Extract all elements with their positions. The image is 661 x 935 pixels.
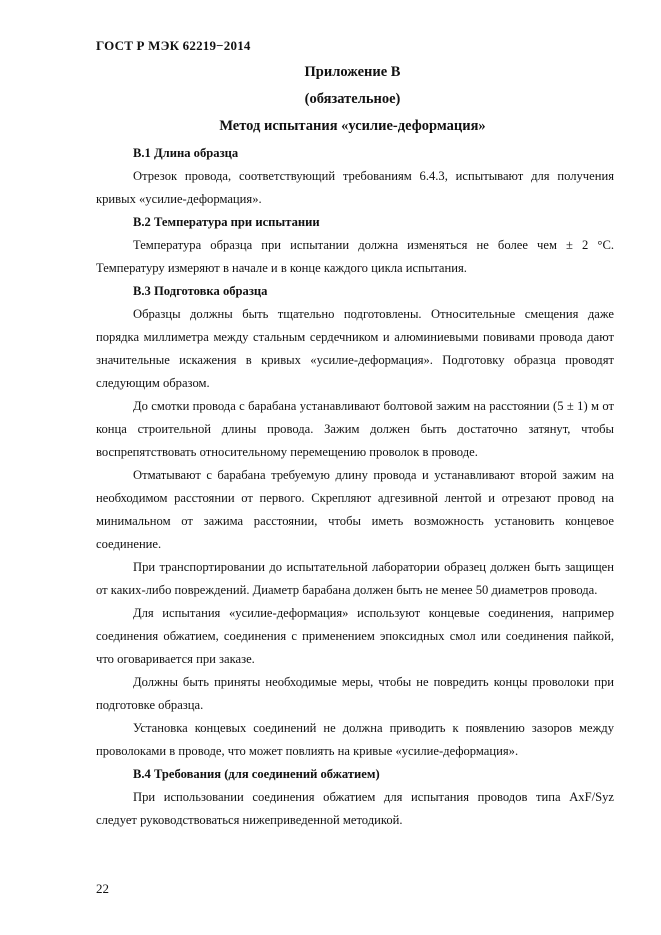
section-heading: В.2 Температура при испытании — [133, 215, 320, 229]
paragraph: При транспортировании до испытательной лаборатории образец должен быть защищен от каких-либо повреждений. Диаметр барабана должен быть не менее 50 диаметров провода. — [96, 560, 614, 597]
appendix-status: (обязательное) — [304, 91, 401, 107]
paragraph: Отрезок провода, соответствующий требованиям 6.4.3, испытывают для получения кривых «усилие-деформация». — [96, 169, 614, 206]
page-number: 22 — [96, 881, 109, 896]
section-heading: В.4 Требования (для соединений обжатием) — [133, 767, 380, 781]
appendix-subtitle: Метод испытания «усилие-деформация» — [219, 118, 486, 134]
section-heading: В.1 Длина образца — [133, 146, 239, 160]
section-heading: В.3 Подготовка образца — [133, 284, 268, 298]
paragraph: Отматывают с барабана требуемую длину провода и устанавливают второй зажим на необходимом расстоянии от первого. Скрепляют адгезивной лентой и отрезают провод на минимальном от зажима расстоянии, чтобы иметь возможность установить концевое соединение. — [96, 468, 614, 551]
standard-header: ГОСТ Р МЭК 62219−2014 — [96, 38, 251, 53]
document-body — [96, 142, 614, 832]
paragraph: До смотки провода с барабана устанавливают болтовой зажим на расстоянии (5 ± 1) м от конца строительной длины провода. Зажим должен быть достаточно затянут, чтобы воспрепятствовать относительному перемещению проволок в проводе. — [96, 399, 614, 459]
paragraph: При использовании соединения обжатием для испытания проводов типа AxF/Syz следует руководствоваться нижеприведенной методикой. — [96, 790, 614, 827]
appendix-title: Приложение В — [304, 64, 401, 80]
paragraph: Температура образца при испытании должна изменяться не более чем ± 2 °С. Температуру измеряют в начале и в конце каждого цикла испытания. — [96, 238, 614, 275]
paragraph: Образцы должны быть тщательно подготовлены. Относительные смещения даже порядка миллиметра между стальным сердечником и алюминиевыми повивами провода дают значительные искажения в кривых «усилие-деформация». Подготовку образца проводят следующим образом. — [96, 307, 614, 390]
paragraph: Должны быть приняты необходимые меры, чтобы не повредить концы проволоки при подготовке образца. — [96, 675, 614, 712]
paragraph: Установка концевых соединений не должна приводить к появлению зазоров между проволоками в проводе, что может повлиять на кривые «усилие-деформация». — [96, 721, 614, 758]
paragraph: Для испытания «усилие-деформация» используют концевые соединения, например соединения обжатием, соединения с применением эпоксидных смол или соединения пайкой, что оговаривается при заказе. — [96, 606, 614, 666]
